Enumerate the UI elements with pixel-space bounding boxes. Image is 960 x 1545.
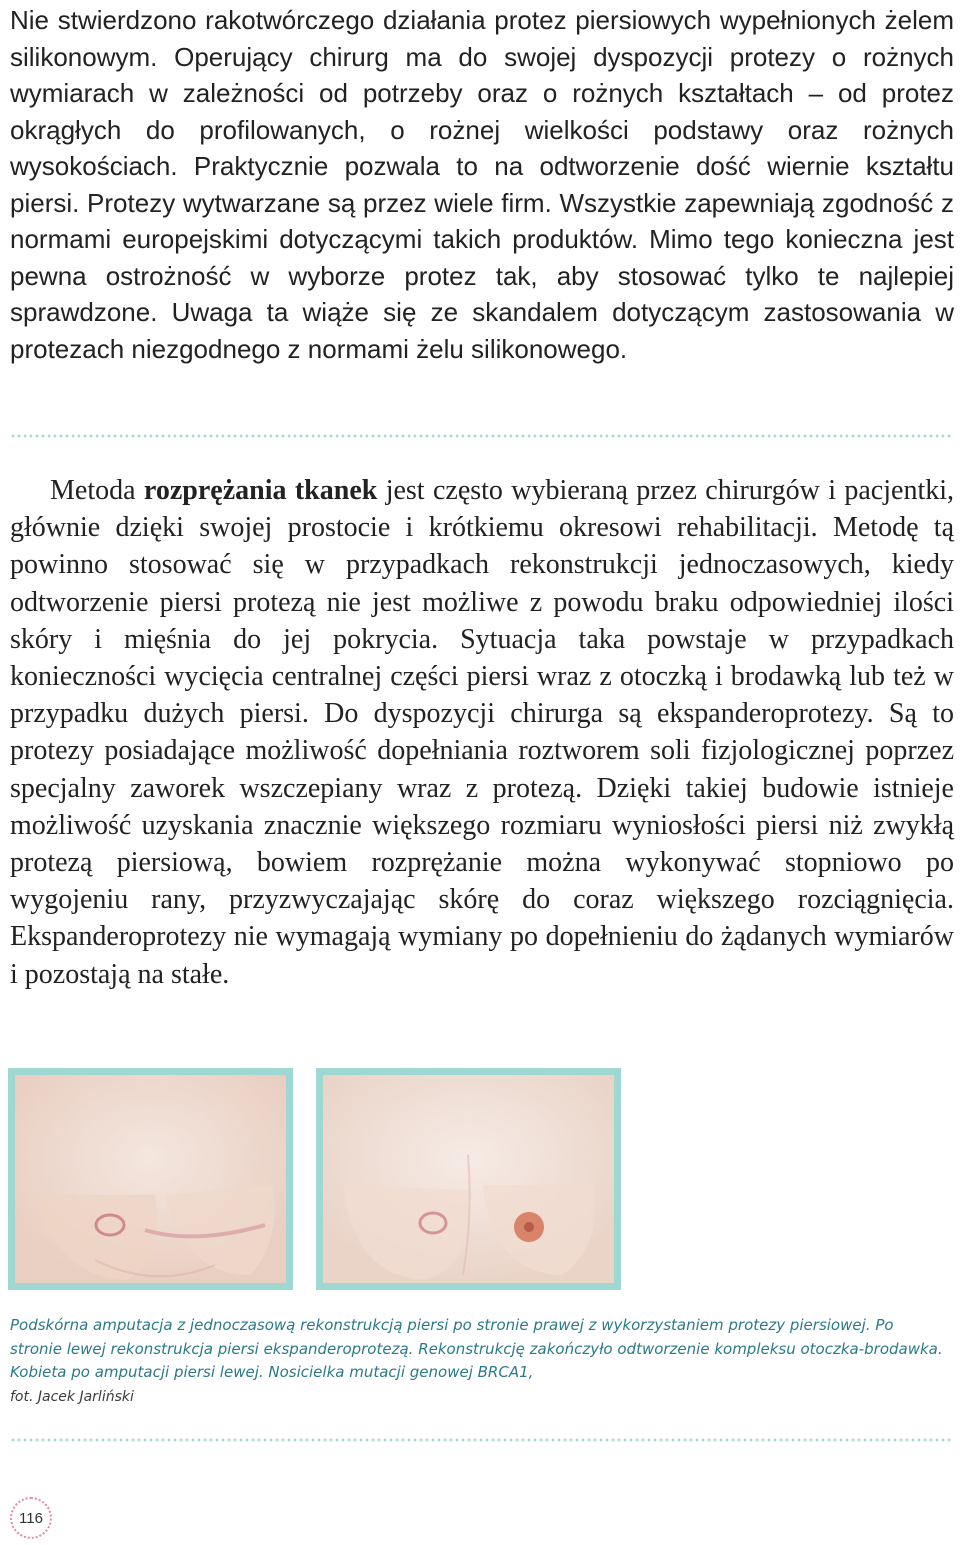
bold-term: rozprężania tkanek [143, 475, 378, 506]
photo-before-frame [8, 1068, 293, 1290]
paragraph-tissue-expansion [10, 472, 954, 993]
photo-before-illustration [15, 1075, 286, 1283]
photo-after-illustration [323, 1075, 614, 1283]
photo-before [15, 1075, 286, 1283]
photo-after-frame [316, 1068, 621, 1290]
paragraph-lead: Metoda [50, 475, 144, 506]
photo-caption [10, 1314, 950, 1409]
photo-credit: fot. Jacek Jarliński [10, 1388, 134, 1405]
caption-text: Podskórna amputacja z jednoczasową rekonstrukcją piersi po stronie prawej z wykorzystaniem protezy piersiowej. Po stronie lewej rekonstrukcja piersi ekspanderoprotezą. Rekonstrukcję zakończyło odtworzenie kompleksu otoczka-brodawka. Kobieta po amputacji piersi lewej. Nosicielka mutacji genowej BRCA1, [10, 1316, 943, 1381]
page-number: 116 [19, 1509, 43, 1527]
dotted-divider-top [10, 434, 952, 438]
photo-after [323, 1075, 614, 1283]
dotted-divider-bottom [10, 1438, 952, 1442]
page-number-badge [10, 1497, 52, 1539]
paragraph-rest: jest często wybieraną przez chirurgów i pacjentki, głównie dzięki swojej prostocie i krótkiemu okresowi rehabilitacji. Metodę tą powinno stosować się w przypadkach rekonstrukcji jednoczasowych, kiedy odtworzenie piersi protezą nie jest możliwe z powodu braku odpowiedniej ilości skóry i mięśnia do jej pokrycia. Sytuacja taka powstaje w przypadkach konieczności wycięcia centralnej części piersi wraz z otoczką i brodawką lub też w przypadku dużych piersi. Do dyspozycji chirurga są ekspanderoprotezy. Są to protezy posiadające możliwość dopełniania roztworem soli fizjologicznej poprzez specjalny zaworek wszczepiany wraz z protezą. Dzięki takiej budowie istnieje możliwość uzyskania znacznie większego rozmiaru wyniosłości piersi niż zwykłą protezą piersiową, bowiem rozprężanie można wykonywać stopniowo po wygojeniu rany, przyzwyczajając skórę do coraz większego rozciągnięcia. Ekspanderoprotezy nie wymagają wymiany po dopełnieniu do żądanych wymiarów i pozostają na stałe. [10, 475, 955, 990]
paragraph-prostheses: Nie stwierdzono rakotwórczego działania protez piersiowych wypełnionych żelem silikonowym. Operujący chirurg ma do swojej dyspozycji protezy o rożnych wymiarach w zależności od potrzeby oraz o rożnych kształtach – od protez okrągłych do profilowanych, o rożnej wielkości podstawy oraz rożnych wysokościach. Praktycznie pozwala to na odtworzenie dość wiernie kształtu piersi. Protezy wytwarzane są przez wiele firm. Wszystkie zapewniają zgodność z normami europejskimi dotyczącymi takich produktów. Mimo tego konieczna jest pewna ostrożność w wyborze protez tak, aby stosować tylko te najlepiej sprawdzone. Uwaga ta wiąże się ze skandalem dotyczącym zastosowania w protezach niezgodnego z normami żelu silikonowego. [10, 5, 954, 364]
